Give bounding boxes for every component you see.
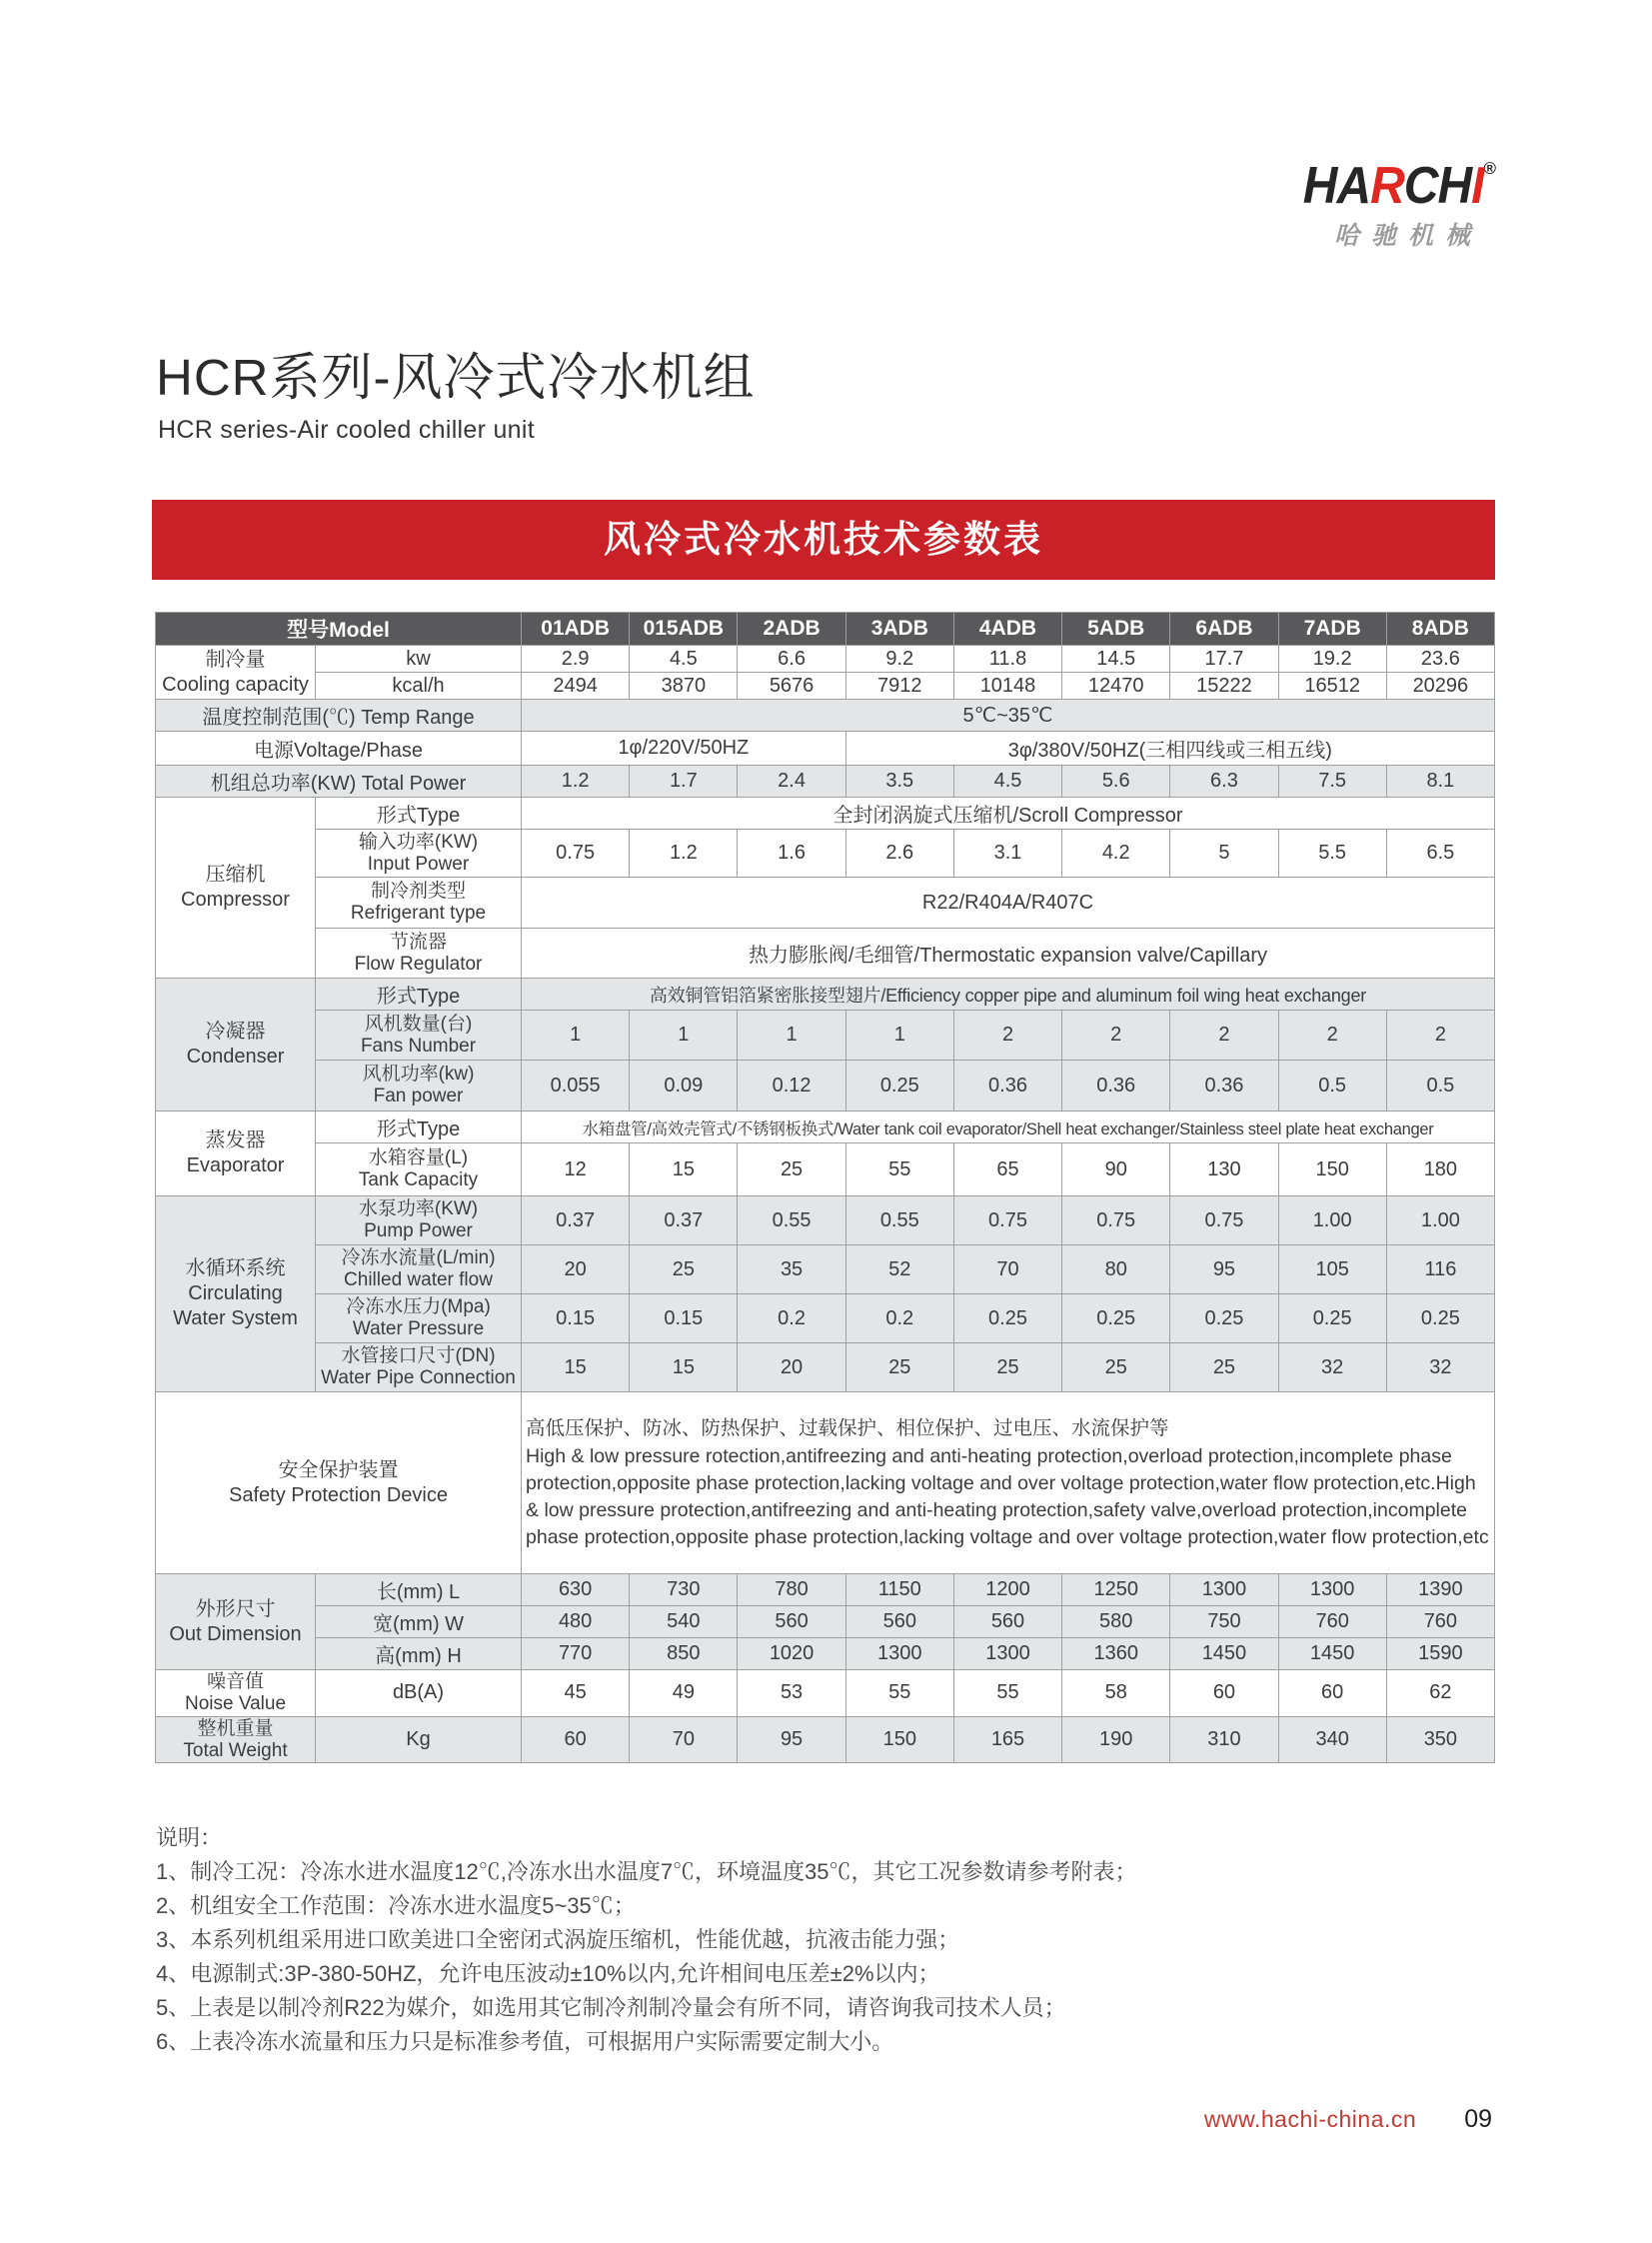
- value-cell: 350: [1386, 1716, 1494, 1763]
- value-cell: 480: [522, 1606, 630, 1638]
- value-cell: 1200: [953, 1574, 1061, 1606]
- row-label-fan-power: [316, 1061, 522, 1112]
- row-label-cn: 风机功率(kw): [362, 1064, 475, 1086]
- value-cell: 340: [1278, 1716, 1386, 1763]
- value-cell: 0.25: [953, 1294, 1061, 1343]
- value-cell: 0.25: [1386, 1294, 1494, 1343]
- row-water-pressure: [156, 1294, 1495, 1343]
- flow-regulator-value: 热力膨胀阀/毛细管/Thermostatic expansion valve/Capillary: [522, 929, 1495, 979]
- value-cell: 6.5: [1386, 830, 1494, 878]
- registered-mark-icon: ®: [1483, 159, 1496, 178]
- value-cell: 17.7: [1170, 646, 1278, 673]
- value-cell: 25: [845, 1343, 953, 1392]
- notes-heading: 说明：: [156, 1825, 223, 1850]
- safety-text-en: High & low pressure rotection,antifreezing and anti-heating protection,overload protection,incomplete phase protection,opposite phase protection,lacking voltage and over voltage protection,water flow protection,etc.High & low pressure protection,antifreezing and anti-heating protection,safety valve,overload protection,incomplete phase protection,opposite phase protection,lacking voltage and over voltage protection,water flow protection,etc: [526, 1444, 1489, 1548]
- row-label-cn: 节流器: [390, 931, 448, 953]
- row-label-type: 形式Type: [316, 798, 522, 830]
- model-header-cell: 2ADB: [738, 613, 845, 646]
- row-fan-power: [156, 1061, 1495, 1112]
- model-header-cell: 3ADB: [845, 613, 953, 646]
- row-label-cn: 水泵功率(KW): [358, 1198, 479, 1220]
- value-cell: 0.25: [845, 1061, 953, 1112]
- footer-page-number: 09: [1464, 2105, 1492, 2133]
- value-cell: 560: [845, 1606, 953, 1638]
- value-cell: 150: [845, 1716, 953, 1763]
- row-label-cn: 风机数量(台): [364, 1013, 473, 1035]
- value-cell: 53: [738, 1670, 845, 1717]
- note-item: 2、机组安全工作范围：冷冻水进水温度5~35℃；: [156, 1893, 636, 1918]
- value-cell: 1020: [738, 1638, 845, 1670]
- row-label-en: Fan power: [373, 1086, 464, 1107]
- value-cell: 1: [845, 1011, 953, 1061]
- model-header-cell: 5ADB: [1062, 613, 1170, 646]
- value-cell: 310: [1170, 1716, 1278, 1763]
- value-cell: 1.6: [738, 830, 845, 878]
- value-cell: 12470: [1062, 673, 1170, 700]
- row-label-cn: 水管接口尺寸(DN): [341, 1345, 496, 1367]
- logo-letters-ha: HA: [1302, 157, 1371, 216]
- row-label-flow-regulator: [316, 929, 522, 979]
- row-weight: [156, 1716, 1495, 1763]
- value-cell: 780: [738, 1574, 845, 1606]
- brand-logo-chinese: 哈驰机械: [1333, 222, 1482, 250]
- value-cell: 4.2: [1062, 830, 1170, 878]
- row-fans-number: [156, 1011, 1495, 1061]
- group-label-compressor: [156, 798, 316, 979]
- value-cell: 1300: [1170, 1574, 1278, 1606]
- value-cell: 62: [1386, 1670, 1494, 1717]
- row-label-cn: 水箱容量(L): [368, 1147, 469, 1169]
- temp-range-value: 5℃~35℃: [522, 700, 1495, 732]
- group-label-cn: 水循环系统: [185, 1257, 286, 1279]
- value-cell: 0.75: [1062, 1196, 1170, 1245]
- value-cell: 0.055: [522, 1061, 630, 1112]
- value-cell: 1.00: [1278, 1196, 1386, 1245]
- value-cell: 1360: [1062, 1638, 1170, 1670]
- row-label-en: Noise Value: [184, 1692, 287, 1714]
- value-cell: 1250: [1062, 1574, 1170, 1606]
- row-label-en: Water Pipe Connection: [321, 1367, 516, 1388]
- row-safety-protection: [156, 1392, 1495, 1574]
- value-cell: 1: [738, 1011, 845, 1061]
- row-compressor-type: [156, 798, 1495, 830]
- value-cell: 32: [1386, 1343, 1494, 1392]
- group-label-water-system: [156, 1196, 316, 1392]
- value-cell: 0.36: [1062, 1061, 1170, 1112]
- value-cell: 8.1: [1386, 766, 1494, 798]
- weight-unit: Kg: [316, 1716, 522, 1763]
- row-label-en: Safety Protection Device: [229, 1483, 448, 1506]
- value-cell: 3.5: [845, 766, 953, 798]
- value-cell: 1.7: [630, 766, 738, 798]
- row-label-power-supply: 电源Voltage/Phase: [156, 732, 522, 766]
- value-cell: 0.15: [630, 1294, 738, 1343]
- row-height: [156, 1638, 1495, 1670]
- value-cell: 7.5: [1278, 766, 1386, 798]
- row-label-cn: 冷冻水流量(L/min): [341, 1247, 496, 1269]
- row-label-kcal: kcal/h: [316, 673, 522, 700]
- value-cell: 12: [522, 1143, 630, 1196]
- row-cooling-kw: [156, 646, 1495, 673]
- table-header-row: [156, 613, 1495, 646]
- value-cell: 0.5: [1278, 1061, 1386, 1112]
- group-label-en: Cooling capacity: [162, 673, 309, 696]
- power-supply-single-phase: 1φ/220V/50HZ: [522, 732, 846, 766]
- value-cell: 1300: [845, 1638, 953, 1670]
- notes-section: [156, 1821, 1137, 2059]
- value-cell: 80: [1062, 1245, 1170, 1294]
- row-label-length: 长(mm) L: [316, 1574, 522, 1606]
- condenser-type-value: 高效铜管铝箔紧密胀接型翅片/Efficiency copper pipe and aluminum foil wing heat exchanger: [522, 979, 1495, 1011]
- value-cell: 0.36: [953, 1061, 1061, 1112]
- row-label-pump-power: [316, 1196, 522, 1245]
- model-header-cell: 6ADB: [1170, 613, 1278, 646]
- row-label-refrigerant: [316, 878, 522, 929]
- value-cell: 0.36: [1170, 1061, 1278, 1112]
- row-label-type: 形式Type: [316, 979, 522, 1011]
- value-cell: 5.6: [1062, 766, 1170, 798]
- row-temp-range: [156, 700, 1495, 732]
- value-cell: 116: [1386, 1245, 1494, 1294]
- value-cell: 770: [522, 1638, 630, 1670]
- model-label-cell: 型号Model: [156, 613, 522, 646]
- row-label-input-power: [316, 830, 522, 878]
- value-cell: 23.6: [1386, 646, 1494, 673]
- power-supply-three-phase: 3φ/380V/50HZ(三相四线或三相五线): [845, 732, 1494, 766]
- value-cell: 3.1: [953, 830, 1061, 878]
- value-cell: 0.25: [1278, 1294, 1386, 1343]
- value-cell: 7912: [845, 673, 953, 700]
- group-label-en: Condenser: [186, 1046, 285, 1068]
- value-cell: 52: [845, 1245, 953, 1294]
- value-cell: 9.2: [845, 646, 953, 673]
- value-cell: 190: [1062, 1716, 1170, 1763]
- row-input-power: [156, 830, 1495, 878]
- row-pipe-connection: [156, 1343, 1495, 1392]
- value-cell: 55: [845, 1143, 953, 1196]
- value-cell: 5676: [738, 673, 845, 700]
- value-cell: 25: [630, 1245, 738, 1294]
- brand-logo-wordmark: [1302, 157, 1496, 216]
- value-cell: 0.75: [953, 1196, 1061, 1245]
- value-cell: 20: [522, 1245, 630, 1294]
- row-label-kw: kw: [316, 646, 522, 673]
- value-cell: 0.2: [845, 1294, 953, 1343]
- value-cell: 0.2: [738, 1294, 845, 1343]
- value-cell: 16512: [1278, 673, 1386, 700]
- page-footer: [1204, 2105, 1492, 2134]
- value-cell: 1390: [1386, 1574, 1494, 1606]
- value-cell: 1590: [1386, 1638, 1494, 1670]
- page-subtitle: HCR series-Air cooled chiller unit: [158, 416, 535, 444]
- row-label-cn: 输入功率(KW): [358, 831, 479, 853]
- row-width: [156, 1606, 1495, 1638]
- value-cell: 15: [630, 1343, 738, 1392]
- value-cell: 2.4: [738, 766, 845, 798]
- value-cell: 1450: [1278, 1638, 1386, 1670]
- value-cell: 6.3: [1170, 766, 1278, 798]
- row-label-type: 形式Type: [316, 1112, 522, 1143]
- row-label-weight: [156, 1716, 316, 1763]
- value-cell: 10148: [953, 673, 1061, 700]
- model-header-cell: 4ADB: [953, 613, 1061, 646]
- value-cell: 540: [630, 1606, 738, 1638]
- row-label-fans-number: [316, 1011, 522, 1061]
- note-item: 3、本系列机组采用进口欧美进口全密闭式涡旋压缩机，性能优越，抗液击能力强；: [156, 1927, 960, 1952]
- value-cell: 90: [1062, 1143, 1170, 1196]
- value-cell: 760: [1386, 1606, 1494, 1638]
- row-label-water-pressure: [316, 1294, 522, 1343]
- compressor-type-value: 全封闭涡旋式压缩机/Scroll Compressor: [522, 798, 1495, 830]
- value-cell: 95: [738, 1716, 845, 1763]
- group-label-cooling: [156, 646, 316, 700]
- value-cell: 0.37: [630, 1196, 738, 1245]
- value-cell: 760: [1278, 1606, 1386, 1638]
- model-header-cell: 7ADB: [1278, 613, 1386, 646]
- value-cell: 60: [1278, 1670, 1386, 1717]
- value-cell: 2: [1062, 1011, 1170, 1061]
- noise-unit: dB(A): [316, 1670, 522, 1717]
- logo-letter-i: I: [1471, 157, 1484, 216]
- row-refrigerant: [156, 878, 1495, 929]
- value-cell: 105: [1278, 1245, 1386, 1294]
- value-cell: 45: [522, 1670, 630, 1717]
- logo-letter-r: R: [1370, 157, 1404, 216]
- safety-protection-text: [522, 1392, 1495, 1574]
- value-cell: 15: [522, 1343, 630, 1392]
- spec-table: [155, 612, 1495, 1763]
- row-noise: [156, 1670, 1495, 1717]
- group-label-cn: 冷凝器: [205, 1021, 266, 1043]
- value-cell: 2: [1278, 1011, 1386, 1061]
- value-cell: 0.55: [738, 1196, 845, 1245]
- row-flow-regulator: [156, 929, 1495, 979]
- value-cell: 0.75: [522, 830, 630, 878]
- row-label-en: Pump Power: [364, 1220, 473, 1241]
- model-header-cell: 8ADB: [1386, 613, 1494, 646]
- group-label-evaporator: [156, 1112, 316, 1196]
- value-cell: 1300: [1278, 1574, 1386, 1606]
- value-cell: 35: [738, 1245, 845, 1294]
- note-item: 5、上表是以制冷剂R22为媒介，如选用其它制冷剂制冷量会有所不同，请咨询我司技术人员；: [156, 1995, 1066, 2020]
- value-cell: 95: [1170, 1245, 1278, 1294]
- logo-letters-ch: CH: [1403, 157, 1472, 216]
- row-label-total-power: 机组总功率(KW) Total Power: [156, 766, 522, 798]
- value-cell: 2.6: [845, 830, 953, 878]
- table-title-banner: 风冷式冷水机技术参数表: [152, 500, 1495, 580]
- refrigerant-value: R22/R404A/R407C: [522, 878, 1495, 929]
- model-header-cell: 015ADB: [630, 613, 738, 646]
- value-cell: 25: [953, 1343, 1061, 1392]
- row-label-en: Total Weight: [183, 1739, 288, 1761]
- value-cell: 1450: [1170, 1638, 1278, 1670]
- row-label-width: 宽(mm) W: [316, 1606, 522, 1638]
- value-cell: 165: [953, 1716, 1061, 1763]
- value-cell: 1.00: [1386, 1196, 1494, 1245]
- value-cell: 2494: [522, 673, 630, 700]
- value-cell: 1300: [953, 1638, 1061, 1670]
- group-label-condenser: [156, 979, 316, 1112]
- row-label-chilled-water-flow: [316, 1245, 522, 1294]
- group-label-cn: 压缩机: [205, 864, 266, 886]
- row-condenser-type: [156, 979, 1495, 1011]
- brand-logo: [1302, 157, 1496, 252]
- row-evaporator-type: [156, 1112, 1495, 1143]
- value-cell: 1: [630, 1011, 738, 1061]
- value-cell: 58: [1062, 1670, 1170, 1717]
- row-label-temp-range: 温度控制范围(℃) Temp Range: [156, 700, 522, 732]
- row-label-noise: [156, 1670, 316, 1717]
- value-cell: 560: [738, 1606, 845, 1638]
- group-label-en: Evaporator: [186, 1154, 285, 1176]
- value-cell: 60: [522, 1716, 630, 1763]
- group-label-en: Compressor: [181, 889, 290, 911]
- value-cell: 15: [630, 1143, 738, 1196]
- evaporator-type-value: 水箱盘管/高效壳管式/不锈钢板换式/Water tank coil evaporator/Shell heat exchanger/Stainless steel plate heat exchanger: [522, 1112, 1495, 1143]
- group-label-cn: 制冷量: [205, 648, 266, 671]
- value-cell: 630: [522, 1574, 630, 1606]
- group-label-dimensions: [156, 1574, 316, 1670]
- value-cell: 49: [630, 1670, 738, 1717]
- value-cell: 180: [1386, 1143, 1494, 1196]
- value-cell: 4.5: [630, 646, 738, 673]
- value-cell: 2: [1170, 1011, 1278, 1061]
- value-cell: 70: [953, 1245, 1061, 1294]
- page-title: HCR系列-风冷式冷水机组: [156, 349, 756, 406]
- value-cell: 560: [953, 1606, 1061, 1638]
- value-cell: 1.2: [522, 766, 630, 798]
- value-cell: 1.2: [630, 830, 738, 878]
- row-label-safety: [156, 1392, 522, 1574]
- value-cell: 2: [1386, 1011, 1494, 1061]
- note-item: 4、电源制式:3P-380-50HZ，允许电压波动±10%以内,允许相间电压差±2%以内；: [156, 1961, 940, 1986]
- value-cell: 0.37: [522, 1196, 630, 1245]
- value-cell: 0.09: [630, 1061, 738, 1112]
- value-cell: 1150: [845, 1574, 953, 1606]
- row-length: [156, 1574, 1495, 1606]
- value-cell: 2.9: [522, 646, 630, 673]
- group-label-en: Circulating Water System: [173, 1282, 298, 1329]
- value-cell: 11.8: [953, 646, 1061, 673]
- value-cell: 32: [1278, 1343, 1386, 1392]
- row-cooling-kcal: [156, 673, 1495, 700]
- value-cell: 55: [953, 1670, 1061, 1717]
- safety-text-cn: 高低压保护、防冰、防热保护、过载保护、相位保护、过电压、水流保护等: [526, 1416, 1169, 1439]
- row-total-power: [156, 766, 1495, 798]
- value-cell: 5: [1170, 830, 1278, 878]
- row-label-en: Input Power: [367, 853, 470, 875]
- row-label-cn: 整机重量: [197, 1717, 274, 1739]
- value-cell: 730: [630, 1574, 738, 1606]
- value-cell: 0.12: [738, 1061, 845, 1112]
- row-tank-capacity: [156, 1143, 1495, 1196]
- row-label-en: Chilled water flow: [344, 1269, 493, 1290]
- value-cell: 850: [630, 1638, 738, 1670]
- value-cell: 6.6: [738, 646, 845, 673]
- value-cell: 2: [953, 1011, 1061, 1061]
- row-chilled-water-flow: [156, 1245, 1495, 1294]
- row-label-cn: 安全保护装置: [278, 1458, 399, 1481]
- footer-website: www.hachi-china.cn: [1203, 2106, 1417, 2132]
- value-cell: 750: [1170, 1606, 1278, 1638]
- value-cell: 55: [845, 1670, 953, 1717]
- value-cell: 20296: [1386, 673, 1494, 700]
- value-cell: 25: [738, 1143, 845, 1196]
- value-cell: 15222: [1170, 673, 1278, 700]
- row-label-en: Refrigerant type: [350, 903, 487, 924]
- value-cell: 0.15: [522, 1294, 630, 1343]
- row-label-cn: 制冷剂类型: [371, 881, 467, 903]
- row-pump-power: [156, 1196, 1495, 1245]
- value-cell: 150: [1278, 1143, 1386, 1196]
- value-cell: 0.5: [1386, 1061, 1494, 1112]
- value-cell: 130: [1170, 1143, 1278, 1196]
- row-label-tank-capacity: [316, 1143, 522, 1196]
- group-label-en: Out Dimension: [169, 1622, 302, 1645]
- value-cell: 19.2: [1278, 646, 1386, 673]
- value-cell: 5.5: [1278, 830, 1386, 878]
- row-label-pipe-connection: [316, 1343, 522, 1392]
- value-cell: 70: [630, 1716, 738, 1763]
- note-item: 1、制冷工况：冷冻水进水温度12℃,冷冻水出水温度7℃，环境温度35℃，其它工况参数请参考附表；: [156, 1859, 1137, 1884]
- group-label-cn: 外形尺寸: [195, 1597, 276, 1620]
- value-cell: 580: [1062, 1606, 1170, 1638]
- value-cell: 60: [1170, 1670, 1278, 1717]
- model-header-cell: 01ADB: [522, 613, 630, 646]
- value-cell: 25: [1170, 1343, 1278, 1392]
- value-cell: 0.75: [1170, 1196, 1278, 1245]
- value-cell: 0.55: [845, 1196, 953, 1245]
- value-cell: 0.25: [1062, 1294, 1170, 1343]
- value-cell: 1: [522, 1011, 630, 1061]
- value-cell: 25: [1062, 1343, 1170, 1392]
- value-cell: 3870: [630, 673, 738, 700]
- value-cell: 14.5: [1062, 646, 1170, 673]
- row-label-en: Fans Number: [360, 1035, 477, 1057]
- value-cell: 20: [738, 1343, 845, 1392]
- value-cell: 65: [953, 1143, 1061, 1196]
- note-item: 6、上表冷冻水流量和压力只是标准参考值，可根据用户实际需要定制大小。: [156, 2029, 894, 2054]
- value-cell: 4.5: [953, 766, 1061, 798]
- row-label-en: Water Pressure: [352, 1318, 485, 1339]
- row-label-cn: 噪音值: [206, 1671, 264, 1692]
- row-power-supply: [156, 732, 1495, 766]
- row-label-en: Tank Capacity: [358, 1169, 479, 1190]
- group-label-cn: 蒸发器: [205, 1129, 266, 1151]
- value-cell: 0.25: [1170, 1294, 1278, 1343]
- row-label-height: 高(mm) H: [316, 1638, 522, 1670]
- row-label-en: Flow Regulator: [354, 953, 483, 975]
- row-label-cn: 冷冻水压力(Mpa): [346, 1296, 491, 1318]
